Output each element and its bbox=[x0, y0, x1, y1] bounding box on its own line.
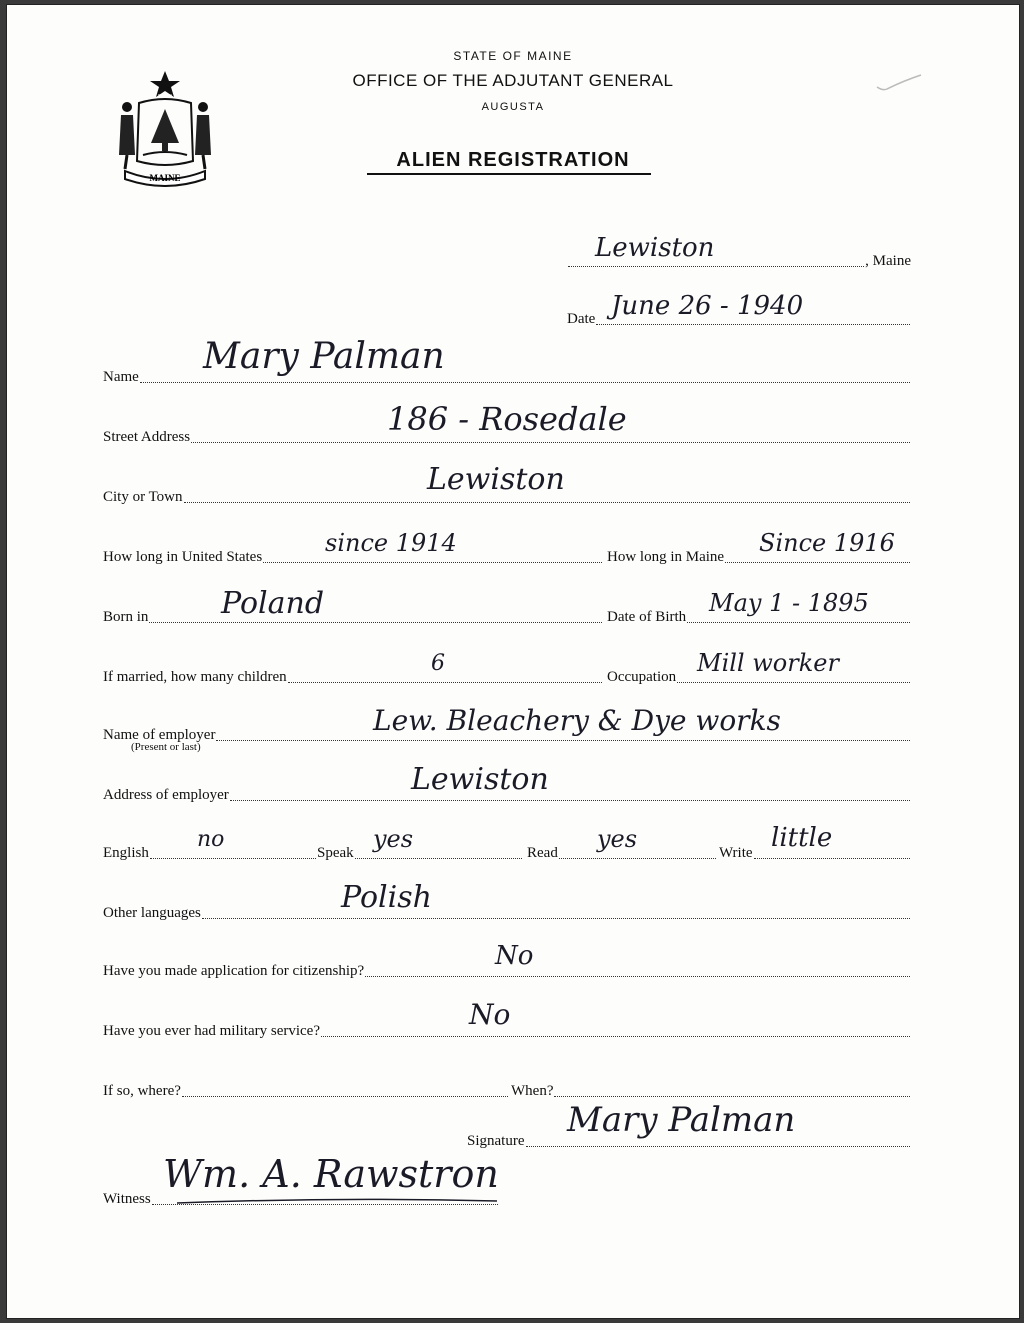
citizenship-value: No bbox=[495, 941, 534, 971]
citizenship-label: Have you made application for citizenship? bbox=[103, 963, 365, 979]
children-label: If married, how many children bbox=[103, 669, 287, 685]
date-label: Date bbox=[567, 311, 596, 327]
read-label: Read bbox=[527, 845, 558, 861]
seal-banner-text: MAINE bbox=[149, 173, 181, 183]
other-languages-label: Other languages bbox=[103, 905, 201, 921]
speak-label: Speak bbox=[317, 845, 354, 861]
city-heading: AUGUSTA bbox=[481, 101, 545, 113]
military-value: No bbox=[469, 998, 511, 1031]
when-label: When? bbox=[511, 1083, 554, 1099]
how-long-us-label: How long in United States bbox=[103, 549, 263, 565]
other-languages-value: Polish bbox=[341, 880, 432, 915]
name-label: Name bbox=[103, 369, 139, 385]
office-heading: OFFICE OF THE ADJUTANT GENERAL bbox=[352, 71, 674, 90]
write-value: little bbox=[771, 823, 833, 853]
occupation-value: Mill worker bbox=[697, 649, 839, 677]
occupation-label: Occupation bbox=[607, 669, 677, 685]
town-value: Lewiston bbox=[595, 233, 715, 263]
registration-form bbox=[6, 4, 1020, 1319]
how-long-maine-value: Since 1916 bbox=[759, 529, 895, 557]
military-label: Have you ever had military service? bbox=[103, 1023, 320, 1039]
speak-row bbox=[317, 845, 523, 862]
how-long-maine-label: How long in Maine bbox=[607, 549, 725, 565]
state-heading: STATE OF MAINE bbox=[453, 49, 573, 63]
city-or-town-label: City or Town bbox=[103, 489, 183, 505]
if-so-where-label: If so, where? bbox=[103, 1083, 181, 1099]
street-address-value: 186 - Rosedale bbox=[387, 400, 627, 438]
children-value: 6 bbox=[431, 651, 445, 676]
other-languages-row bbox=[103, 905, 911, 922]
maine-label: , Maine bbox=[865, 253, 911, 269]
street-address-label: Street Address bbox=[103, 429, 191, 445]
date-of-birth-value: May 1 - 1895 bbox=[709, 589, 869, 617]
employer-address-label: Address of employer bbox=[103, 787, 229, 803]
witness-label: Witness bbox=[103, 1191, 151, 1207]
check-mark-icon bbox=[875, 73, 925, 93]
employer-value: Lew. Bleachery & Dye works bbox=[373, 704, 781, 737]
employer-sub-label: (Present or last) bbox=[131, 741, 201, 753]
how-long-us-value: since 1914 bbox=[325, 529, 457, 557]
name-value: Mary Palman bbox=[203, 336, 445, 377]
born-in-row bbox=[103, 609, 603, 626]
date-of-birth-label: Date of Birth bbox=[607, 609, 687, 625]
english-value: no bbox=[197, 827, 225, 852]
born-in-value: Poland bbox=[221, 586, 325, 621]
write-label: Write bbox=[719, 845, 753, 861]
children-row bbox=[103, 669, 603, 686]
employer-label: Name of employer bbox=[103, 727, 216, 743]
read-value: yes bbox=[597, 825, 638, 853]
when-row bbox=[511, 1083, 911, 1100]
witness-value: Wm. A. Rawstron bbox=[163, 1152, 499, 1196]
form-title: ALIEN REGISTRATION bbox=[396, 149, 630, 171]
employer-address-value: Lewiston bbox=[411, 762, 549, 797]
signature-label: Signature bbox=[467, 1133, 525, 1149]
speak-value: yes bbox=[373, 825, 414, 853]
city-or-town-value: Lewiston bbox=[427, 462, 565, 497]
date-value: June 26 - 1940 bbox=[611, 291, 804, 321]
witness-flourish-icon bbox=[157, 1195, 507, 1215]
english-label: English bbox=[103, 845, 149, 861]
signature-value: Mary Palman bbox=[567, 1100, 796, 1140]
if-so-where-row bbox=[103, 1083, 509, 1100]
title-underline bbox=[367, 173, 651, 175]
seal-motto-text: DIRIGO bbox=[158, 93, 172, 98]
born-in-label: Born in bbox=[103, 609, 149, 625]
